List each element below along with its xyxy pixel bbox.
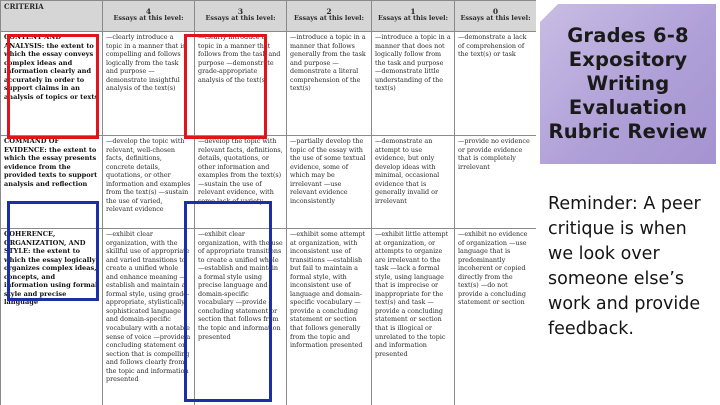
level-number: 0 <box>492 7 499 16</box>
rubric-cell: —demonstrate an attempt to use evidence, but only develop ideas with minimal, occasional evidence that is generally invalid or irrelevant <box>372 136 455 229</box>
rubric-cell: —clearly introduce a topic in a manner that is compelling and follows logically from the task and purpose —demonstrate insightful analysis of the text(s) <box>103 32 195 136</box>
rubric-cell: —provide no evidence or provide evidence that is completely irrelevant <box>455 136 537 229</box>
level-4-header <box>103 1 195 32</box>
rubric-row-coherence-organization-style <box>1 229 537 405</box>
rubric-cell: —exhibit some attempt at organization, with inconsistent use of transitions —establish but fail to maintain a formal style, with inconsistent use of language and domain-specific vocabulary —provide a concluding statement or section that follows generally from the topic and information presented <box>287 229 372 405</box>
rubric-cell: —develop the topic with relevant facts, definitions, details, quotations, or other information and examples from the text(s) —sustain the use of relevant evidence, with some lack of variety <box>195 136 287 229</box>
criteria-header: CRITERIA <box>1 1 103 32</box>
rubric-cell: —demonstrate a lack of comprehension of the text(s) or task <box>455 32 537 136</box>
rubric-cell: —develop the topic with relevant, well-chosen facts, definitions, concrete details, quotations, or other information and examples from the text(s) —sustain the use of varied, relevant evidence <box>103 136 195 229</box>
rubric-cell: —exhibit clear organization, with the use of appropriate transitions to create a unified whole —establish and maintain a formal style using precise language and domain-specific vocabulary —provide a concluding statement or section that follows from the topic and information presented <box>195 229 287 405</box>
reminder-text: Reminder: A peer critique is when we look over someone else’s work and provide feedback. <box>548 194 701 339</box>
level-number: 4 <box>145 7 152 16</box>
rubric-cell: —introduce a topic in a manner that does not logically follow from the task and purpose —demonstrate little understanding of the text(s) <box>372 32 455 136</box>
title-panel <box>540 4 716 164</box>
level-number: 1 <box>410 7 416 16</box>
title-line: Grades 6-8 <box>567 24 689 47</box>
title-line: Expository <box>568 48 688 71</box>
rubric-cell: —clearly introduce a topic in a manner that follows from the task and purpose —demonstrate grade-appropriate analysis of the text(s) <box>195 32 287 136</box>
level-label: Essays at this level: <box>294 14 364 22</box>
criteria-cell: CONTENT AND ANALYSIS: the extent to which the essay conveys complex ideas and information clearly and accurately in order to support claims in an analysis of topics or texts <box>1 32 103 136</box>
level-number: 3 <box>237 7 244 16</box>
rubric-cell: —exhibit no evidence of organization —use language that is predominantly incoherent or copied directly from the text(s) —do not provide a concluding statement or section <box>455 229 537 405</box>
page-corner-fold <box>540 4 558 22</box>
level-label: Essays at this level: <box>205 14 276 22</box>
rubric-cell: —exhibit little attempt at organization, or attempts to organize are irrelevant to the task —lack a formal style, using language that is imprecise or inappropriate for the text(s) and task —provide a concluding statement or section that is illogical or unrelated to the topic and information presented <box>372 229 455 405</box>
rubric-cell: —introduce a topic in a manner that follows generally from the task and purpose —demonstrate a literal comprehension of the text(s) <box>287 32 372 136</box>
rubric-row-content-analysis <box>1 32 537 136</box>
title-line: Writing <box>586 72 670 95</box>
level-3-header <box>195 1 287 32</box>
level-label: Essays at this level: <box>378 14 448 22</box>
rubric-cell: —partially develop the topic of the essay with the use of some textual evidence, some of which may be irrelevant —use relevant evidence inconsistently <box>287 136 372 229</box>
level-label: Essays at this level: <box>113 14 184 22</box>
title-line: Evaluation <box>568 96 688 119</box>
level-label: Essays at this level: <box>460 14 531 22</box>
rubric-row-command-of-evidence <box>1 136 537 229</box>
level-2-header <box>287 1 372 32</box>
header-row <box>1 1 537 32</box>
title-line: Rubric Review <box>548 120 708 143</box>
rubric-cell: —exhibit clear organization, with the skillful use of appropriate and varied transitions to create a unified whole and enhance meaning —establish and maintain a formal style, using grade-appropriate, stylistically sophisticated language and domain-specific vocabulary with a notable sense of voice —provide a concluding statement or section that is compelling and follows clearly from the topic and information presented <box>103 229 195 405</box>
criteria-cell: COMMAND OF EVIDENCE: the extent to which the essay presents evidence from the provided texts to support analysis and reflection <box>1 136 103 229</box>
level-0-header <box>455 1 537 32</box>
criteria-cell: COHERENCE, ORGANIZATION, AND STYLE: the extent to which the essay logically organizes complex ideas, concepts, and information using formal style and precise language <box>1 229 103 405</box>
level-number: 2 <box>326 7 332 16</box>
level-1-header <box>372 1 455 32</box>
